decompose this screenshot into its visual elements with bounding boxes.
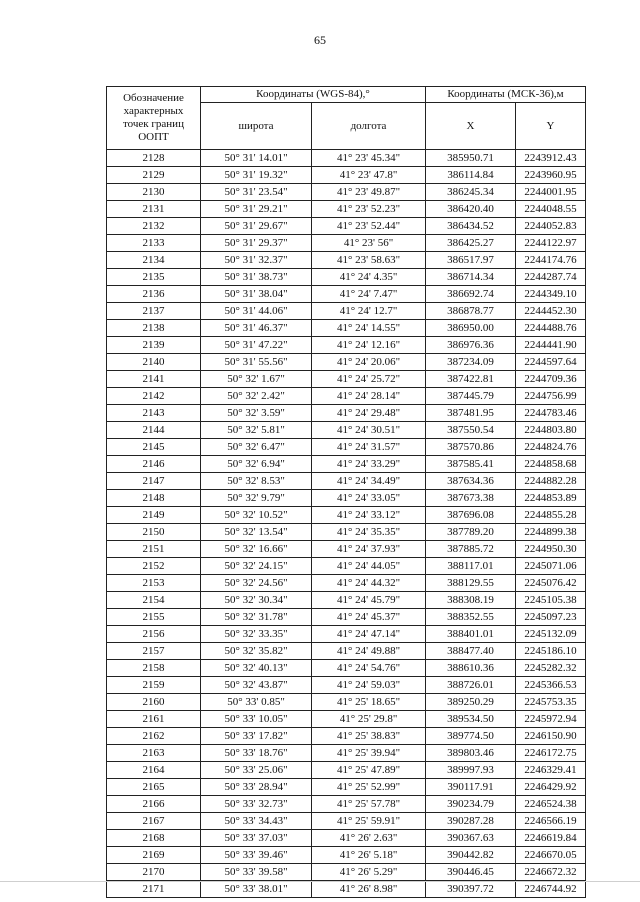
longitude-cell: 41° 24' 12.7" (312, 303, 426, 320)
y-cell: 2244597.64 (516, 354, 586, 371)
latitude-cell: 50° 31' 29.21" (201, 201, 312, 218)
longitude-cell: 41° 23' 47.8" (312, 167, 426, 184)
table-row (107, 592, 586, 609)
y-cell: 2244709.36 (516, 371, 586, 388)
y-cell: 2244488.76 (516, 320, 586, 337)
point-id-cell: 2150 (107, 524, 201, 541)
longitude-cell: 41° 24' 35.35" (312, 524, 426, 541)
latitude-cell: 50° 33' 37.03" (201, 830, 312, 847)
point-id-cell: 2134 (107, 252, 201, 269)
latitude-cell: 50° 32' 6.94" (201, 456, 312, 473)
y-cell: 2245132.09 (516, 626, 586, 643)
y-cell: 2246566.19 (516, 813, 586, 830)
point-id-cell: 2154 (107, 592, 201, 609)
x-cell: 387234.09 (426, 354, 516, 371)
y-cell: 2244441.90 (516, 337, 586, 354)
table-row (107, 711, 586, 728)
y-cell: 2246329.41 (516, 762, 586, 779)
longitude-cell: 41° 24' 45.79" (312, 592, 426, 609)
y-cell: 2244349.10 (516, 286, 586, 303)
longitude-cell: 41° 23' 56" (312, 235, 426, 252)
latitude-cell: 50° 31' 46.37" (201, 320, 312, 337)
x-cell: 390446.45 (426, 864, 516, 881)
point-id-cell: 2129 (107, 167, 201, 184)
latitude-cell: 50° 33' 34.43" (201, 813, 312, 830)
longitude-cell: 41° 24' 28.14" (312, 388, 426, 405)
point-id-cell: 2130 (107, 184, 201, 201)
longitude-cell: 41° 25' 52.99" (312, 779, 426, 796)
point-id-cell: 2155 (107, 609, 201, 626)
longitude-cell: 41° 25' 18.65" (312, 694, 426, 711)
longitude-cell: 41° 26' 5.18" (312, 847, 426, 864)
y-cell: 2245186.10 (516, 643, 586, 660)
table-row (107, 269, 586, 286)
point-id-cell: 2142 (107, 388, 201, 405)
table-row (107, 830, 586, 847)
latitude-cell: 50° 32' 31.78" (201, 609, 312, 626)
latitude-cell: 50° 33' 25.06" (201, 762, 312, 779)
latitude-cell: 50° 32' 5.81" (201, 422, 312, 439)
x-cell: 390367.63 (426, 830, 516, 847)
latitude-cell: 50° 31' 55.56" (201, 354, 312, 371)
table-row (107, 456, 586, 473)
table-row (107, 864, 586, 881)
header-msk36-group: Координаты (МСК-36),м (426, 87, 586, 103)
y-cell: 2245366.53 (516, 677, 586, 694)
table-row (107, 881, 586, 898)
x-cell: 386420.40 (426, 201, 516, 218)
x-cell: 387585.41 (426, 456, 516, 473)
point-id-cell: 2168 (107, 830, 201, 847)
longitude-cell: 41° 25' 59.91" (312, 813, 426, 830)
longitude-cell: 41° 25' 39.94" (312, 745, 426, 762)
point-id-cell: 2156 (107, 626, 201, 643)
y-cell: 2244783.46 (516, 405, 586, 422)
x-cell: 387570.86 (426, 439, 516, 456)
y-cell: 2244048.55 (516, 201, 586, 218)
point-id-cell: 2136 (107, 286, 201, 303)
x-cell: 390442.82 (426, 847, 516, 864)
x-cell: 386114.84 (426, 167, 516, 184)
y-cell: 2246672.32 (516, 864, 586, 881)
x-cell: 387481.95 (426, 405, 516, 422)
y-cell: 2244882.28 (516, 473, 586, 490)
longitude-cell: 41° 24' 49.88" (312, 643, 426, 660)
table-row (107, 354, 586, 371)
table-row (107, 813, 586, 830)
longitude-cell: 41° 24' 33.05" (312, 490, 426, 507)
latitude-cell: 50° 32' 33.35" (201, 626, 312, 643)
longitude-cell: 41° 24' 59.03" (312, 677, 426, 694)
point-id-cell: 2169 (107, 847, 201, 864)
y-cell: 2244855.28 (516, 507, 586, 524)
y-cell: 2244950.30 (516, 541, 586, 558)
y-cell: 2245097.23 (516, 609, 586, 626)
header-longitude: долгота (312, 103, 426, 150)
y-cell: 2246744.92 (516, 881, 586, 898)
latitude-cell: 50° 31' 32.37" (201, 252, 312, 269)
y-cell: 2245071.06 (516, 558, 586, 575)
x-cell: 387634.36 (426, 473, 516, 490)
latitude-cell: 50° 31' 38.04" (201, 286, 312, 303)
x-cell: 386245.34 (426, 184, 516, 201)
point-id-cell: 2149 (107, 507, 201, 524)
latitude-cell: 50° 32' 9.79" (201, 490, 312, 507)
header-designation-line: Обозначение (123, 92, 184, 104)
x-cell: 386950.00 (426, 320, 516, 337)
x-cell: 389534.50 (426, 711, 516, 728)
x-cell: 386434.52 (426, 218, 516, 235)
x-cell: 390234.79 (426, 796, 516, 813)
table-header (107, 87, 586, 150)
latitude-cell: 50° 32' 2.42" (201, 388, 312, 405)
point-id-cell: 2140 (107, 354, 201, 371)
point-id-cell: 2165 (107, 779, 201, 796)
y-cell: 2246670.05 (516, 847, 586, 864)
point-id-cell: 2152 (107, 558, 201, 575)
y-cell: 2245753.35 (516, 694, 586, 711)
x-cell: 389250.29 (426, 694, 516, 711)
x-cell: 387673.38 (426, 490, 516, 507)
point-id-cell: 2135 (107, 269, 201, 286)
y-cell: 2244803.80 (516, 422, 586, 439)
longitude-cell: 41° 24' 44.05" (312, 558, 426, 575)
x-cell: 388308.19 (426, 592, 516, 609)
header-designation-line: характерных (123, 105, 184, 117)
latitude-cell: 50° 31' 44.06" (201, 303, 312, 320)
point-id-cell: 2153 (107, 575, 201, 592)
table-row (107, 388, 586, 405)
point-id-cell: 2138 (107, 320, 201, 337)
point-id-cell: 2133 (107, 235, 201, 252)
table-row (107, 745, 586, 762)
y-cell: 2245076.42 (516, 575, 586, 592)
x-cell: 387789.20 (426, 524, 516, 541)
longitude-cell: 41° 24' 33.12" (312, 507, 426, 524)
latitude-cell: 50° 32' 35.82" (201, 643, 312, 660)
point-id-cell: 2141 (107, 371, 201, 388)
longitude-cell: 41° 24' 12.16" (312, 337, 426, 354)
latitude-cell: 50° 31' 14.01" (201, 150, 312, 167)
x-cell: 387696.08 (426, 507, 516, 524)
latitude-cell: 50° 31' 38.73" (201, 269, 312, 286)
x-cell: 388477.40 (426, 643, 516, 660)
x-cell: 388401.01 (426, 626, 516, 643)
table-row (107, 422, 586, 439)
latitude-cell: 50° 32' 3.59" (201, 405, 312, 422)
table-row (107, 541, 586, 558)
y-cell: 2243960.95 (516, 167, 586, 184)
latitude-cell: 50° 32' 24.15" (201, 558, 312, 575)
x-cell: 390397.72 (426, 881, 516, 898)
table-row (107, 201, 586, 218)
table-row (107, 507, 586, 524)
longitude-cell: 41° 24' 25.72" (312, 371, 426, 388)
x-cell: 386714.34 (426, 269, 516, 286)
y-cell: 2244452.30 (516, 303, 586, 320)
point-id-cell: 2143 (107, 405, 201, 422)
x-cell: 387422.81 (426, 371, 516, 388)
table-row (107, 218, 586, 235)
y-cell: 2244824.76 (516, 439, 586, 456)
table-row (107, 303, 586, 320)
y-cell: 2245972.94 (516, 711, 586, 728)
x-cell: 388610.36 (426, 660, 516, 677)
x-cell: 386425.27 (426, 235, 516, 252)
header-latitude: широта (201, 103, 312, 150)
y-cell: 2246150.90 (516, 728, 586, 745)
x-cell: 385950.71 (426, 150, 516, 167)
latitude-cell: 50° 32' 10.52" (201, 507, 312, 524)
longitude-cell: 41° 23' 49.87" (312, 184, 426, 201)
table-row (107, 847, 586, 864)
y-cell: 2244756.99 (516, 388, 586, 405)
x-cell: 388726.01 (426, 677, 516, 694)
table-row (107, 320, 586, 337)
point-id-cell: 2157 (107, 643, 201, 660)
y-cell: 2244122.97 (516, 235, 586, 252)
table-row (107, 609, 586, 626)
point-id-cell: 2170 (107, 864, 201, 881)
header-x: X (426, 103, 516, 150)
x-cell: 386517.97 (426, 252, 516, 269)
x-cell: 390287.28 (426, 813, 516, 830)
longitude-cell: 41° 24' 30.51" (312, 422, 426, 439)
latitude-cell: 50° 32' 6.47" (201, 439, 312, 456)
longitude-cell: 41° 23' 52.44" (312, 218, 426, 235)
y-cell: 2246619.84 (516, 830, 586, 847)
latitude-cell: 50° 33' 39.58" (201, 864, 312, 881)
y-cell: 2245282.32 (516, 660, 586, 677)
longitude-cell: 41° 24' 54.76" (312, 660, 426, 677)
point-id-cell: 2128 (107, 150, 201, 167)
table-row (107, 235, 586, 252)
point-id-cell: 2145 (107, 439, 201, 456)
latitude-cell: 50° 33' 17.82" (201, 728, 312, 745)
point-id-cell: 2158 (107, 660, 201, 677)
y-cell: 2244899.38 (516, 524, 586, 541)
longitude-cell: 41° 24' 45.37" (312, 609, 426, 626)
table-row (107, 575, 586, 592)
y-cell: 2244858.68 (516, 456, 586, 473)
x-cell: 388117.01 (426, 558, 516, 575)
longitude-cell: 41° 24' 44.32" (312, 575, 426, 592)
latitude-cell: 50° 33' 38.01" (201, 881, 312, 898)
y-cell: 2243912.43 (516, 150, 586, 167)
header-y: Y (516, 103, 586, 150)
longitude-cell: 41° 23' 45.34" (312, 150, 426, 167)
table-row (107, 405, 586, 422)
header-designation-line: ООПТ (138, 131, 169, 143)
longitude-cell: 41° 26' 8.98" (312, 881, 426, 898)
page-number: 65 (314, 33, 326, 47)
x-cell: 389774.50 (426, 728, 516, 745)
x-cell: 388352.55 (426, 609, 516, 626)
longitude-cell: 41° 24' 29.48" (312, 405, 426, 422)
y-cell: 2244052.83 (516, 218, 586, 235)
point-id-cell: 2163 (107, 745, 201, 762)
latitude-cell: 50° 32' 8.53" (201, 473, 312, 490)
longitude-cell: 41° 26' 5.29" (312, 864, 426, 881)
longitude-cell: 41° 24' 31.57" (312, 439, 426, 456)
table-row (107, 796, 586, 813)
point-id-cell: 2139 (107, 337, 201, 354)
header-designation-line: точек границ (123, 118, 184, 130)
point-id-cell: 2161 (107, 711, 201, 728)
y-cell: 2244853.89 (516, 490, 586, 507)
point-id-cell: 2160 (107, 694, 201, 711)
point-id-cell: 2167 (107, 813, 201, 830)
x-cell: 387885.72 (426, 541, 516, 558)
x-cell: 387550.54 (426, 422, 516, 439)
x-cell: 388129.55 (426, 575, 516, 592)
y-cell: 2244174.76 (516, 252, 586, 269)
y-cell: 2244001.95 (516, 184, 586, 201)
table-row (107, 779, 586, 796)
longitude-cell: 41° 25' 38.83" (312, 728, 426, 745)
point-id-cell: 2132 (107, 218, 201, 235)
x-cell: 387445.79 (426, 388, 516, 405)
table-row (107, 524, 586, 541)
header-wgs84-group: Координаты (WGS-84),° (201, 87, 426, 103)
y-cell: 2245105.38 (516, 592, 586, 609)
table-row (107, 439, 586, 456)
table-row (107, 490, 586, 507)
y-cell: 2246172.75 (516, 745, 586, 762)
longitude-cell: 41° 24' 34.49" (312, 473, 426, 490)
point-id-cell: 2146 (107, 456, 201, 473)
table-row (107, 337, 586, 354)
table-row (107, 558, 586, 575)
point-id-cell: 2148 (107, 490, 201, 507)
longitude-cell: 41° 23' 58.63" (312, 252, 426, 269)
latitude-cell: 50° 32' 43.87" (201, 677, 312, 694)
y-cell: 2246429.92 (516, 779, 586, 796)
latitude-cell: 50° 33' 18.76" (201, 745, 312, 762)
coordinates-table (106, 86, 586, 898)
point-id-cell: 2151 (107, 541, 201, 558)
point-id-cell: 2162 (107, 728, 201, 745)
latitude-cell: 50° 32' 24.56" (201, 575, 312, 592)
longitude-cell: 41° 24' 33.29" (312, 456, 426, 473)
longitude-cell: 41° 24' 47.14" (312, 626, 426, 643)
table-body (107, 150, 586, 898)
longitude-cell: 41° 25' 57.78" (312, 796, 426, 813)
longitude-cell: 41° 24' 14.55" (312, 320, 426, 337)
x-cell: 389997.93 (426, 762, 516, 779)
point-id-cell: 2171 (107, 881, 201, 898)
table-row (107, 626, 586, 643)
longitude-cell: 41° 24' 20.06" (312, 354, 426, 371)
longitude-cell: 41° 23' 52.23" (312, 201, 426, 218)
table-row (107, 643, 586, 660)
latitude-cell: 50° 31' 23.54" (201, 184, 312, 201)
x-cell: 386976.36 (426, 337, 516, 354)
table-row (107, 473, 586, 490)
point-id-cell: 2147 (107, 473, 201, 490)
latitude-cell: 50° 33' 0.85" (201, 694, 312, 711)
longitude-cell: 41° 24' 4.35" (312, 269, 426, 286)
latitude-cell: 50° 32' 13.54" (201, 524, 312, 541)
latitude-cell: 50° 31' 47.22" (201, 337, 312, 354)
y-cell: 2246524.38 (516, 796, 586, 813)
x-cell: 386878.77 (426, 303, 516, 320)
table-row (107, 694, 586, 711)
page-bottom-rule (0, 881, 640, 882)
longitude-cell: 41° 24' 37.93" (312, 541, 426, 558)
table-row (107, 167, 586, 184)
table-row (107, 660, 586, 677)
latitude-cell: 50° 32' 30.34" (201, 592, 312, 609)
point-id-cell: 2144 (107, 422, 201, 439)
table-row (107, 252, 586, 269)
latitude-cell: 50° 33' 32.73" (201, 796, 312, 813)
table-row (107, 184, 586, 201)
longitude-cell: 41° 26' 2.63" (312, 830, 426, 847)
point-id-cell: 2166 (107, 796, 201, 813)
longitude-cell: 41° 25' 29.8" (312, 711, 426, 728)
latitude-cell: 50° 31' 29.67" (201, 218, 312, 235)
latitude-cell: 50° 32' 16.66" (201, 541, 312, 558)
point-id-cell: 2159 (107, 677, 201, 694)
latitude-cell: 50° 31' 29.37" (201, 235, 312, 252)
latitude-cell: 50° 33' 39.46" (201, 847, 312, 864)
header-designation (107, 87, 201, 150)
point-id-cell: 2137 (107, 303, 201, 320)
x-cell: 390117.91 (426, 779, 516, 796)
table-row (107, 762, 586, 779)
latitude-cell: 50° 32' 1.67" (201, 371, 312, 388)
latitude-cell: 50° 33' 28.94" (201, 779, 312, 796)
header-row-groups (107, 87, 586, 103)
x-cell: 386692.74 (426, 286, 516, 303)
x-cell: 389803.46 (426, 745, 516, 762)
latitude-cell: 50° 32' 40.13" (201, 660, 312, 677)
y-cell: 2244287.74 (516, 269, 586, 286)
longitude-cell: 41° 24' 7.47" (312, 286, 426, 303)
table-row (107, 286, 586, 303)
latitude-cell: 50° 31' 19.32" (201, 167, 312, 184)
point-id-cell: 2164 (107, 762, 201, 779)
latitude-cell: 50° 33' 10.05" (201, 711, 312, 728)
longitude-cell: 41° 25' 47.89" (312, 762, 426, 779)
table-row (107, 677, 586, 694)
point-id-cell: 2131 (107, 201, 201, 218)
table-row (107, 728, 586, 745)
table-row (107, 371, 586, 388)
table-row (107, 150, 586, 167)
